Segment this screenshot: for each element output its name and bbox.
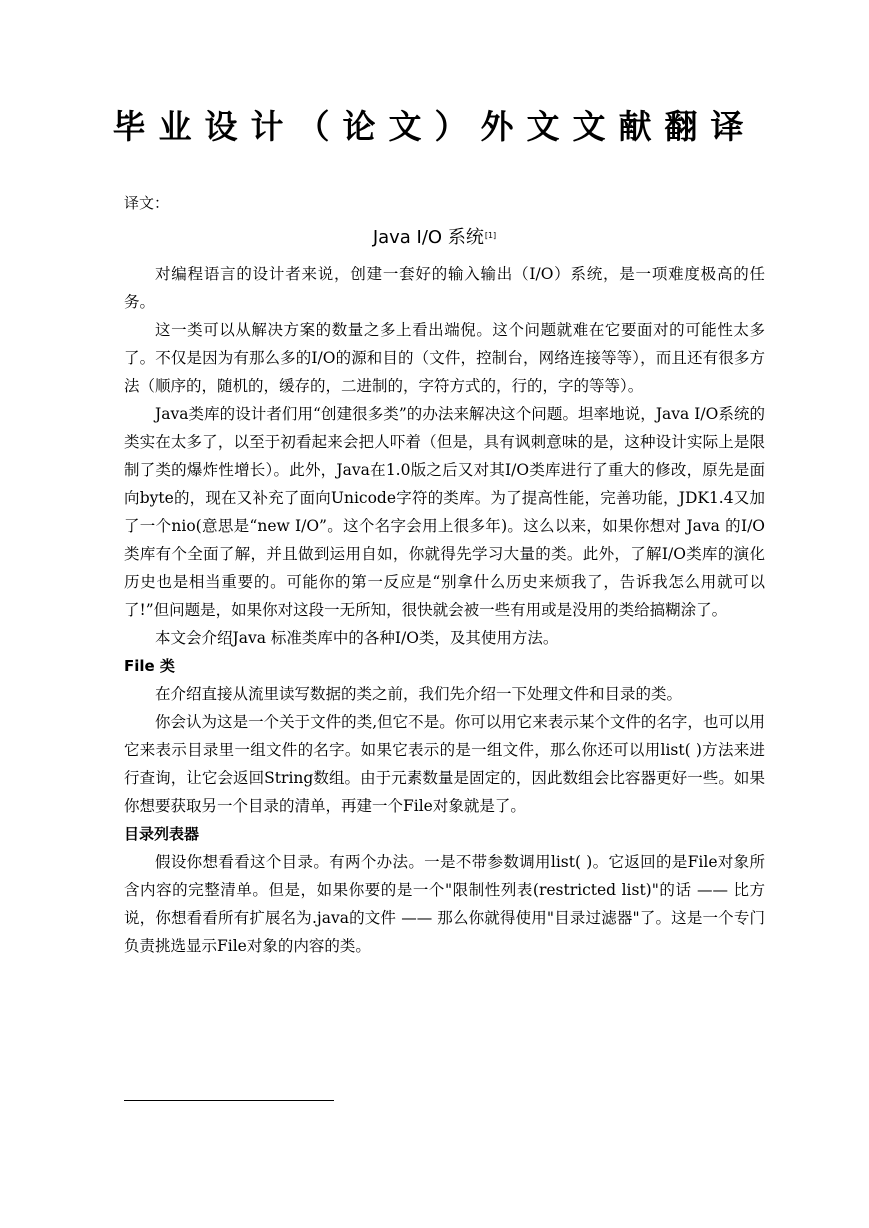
article-title	[0, 225, 869, 251]
section-heading-directory-lister: 目录列表器	[124, 825, 200, 843]
document-title: 毕业设计（论文）外文文献翻译	[112, 107, 757, 146]
footnote-divider	[124, 1100, 334, 1101]
article-body	[124, 260, 765, 960]
paragraph: 这一类可以从解决方案的数量之多上看出端倪。这个问题就难在它要面对的可能性太多了。不仅是因为有那么多的I/O的源和目的（文件，控制台，网络连接等等），而且还有很多方法（顺序的，随机的，缓存的，二进制的，字符方式的，行的，字的等等）。	[124, 321, 765, 395]
paragraph: 你会认为这是一个关于文件的类,但它不是。你可以用它来表示某个文件的名字，也可以用它来表示目录里一组文件的名字。如果它表示的是一组文件，那么你还可以用list( )方法来进行查询，让它会返回String数组。由于元素数量是固定的，因此数组会比容器更好一些。如果你想要获取另一个目录的清单，再建一个File对象就是了。	[124, 713, 765, 815]
article-title-text: Java I/O 系统	[372, 227, 484, 248]
section-heading-file: File 类	[124, 657, 175, 675]
paragraph: 假设你想看看这个目录。有两个办法。一是不带参数调用list( )。它返回的是File对象所含内容的完整清单。但是，如果你要的是一个"限制性列表(restricted list)"的话 —— 比方说，你想看看所有扩展名为.java的文件 —— 那么你就得使用"目录过滤器"了。这是一个专门负责挑选显示File对象的内容的类。	[124, 853, 765, 955]
paragraph: Java类库的设计者们用“创建很多类”的办法来解决这个问题。坦率地说，Java I/O系统的类实在太多了，以至于初看起来会把人吓着（但是，具有讽刺意味的是，这种设计实际上是限制了类的爆炸性增长）。此外，Java在1.0版之后又对其I/O类库进行了重大的修改，原先是面向byte的，现在又补充了面向Unicode字符的类库。为了提高性能，完善功能，JDK1.4又加了一个nio(意思是“new I/O”。这个名字会用上很多年)。这么以来，如果你想对 Java 的I/O类库有个全面了解，并且做到运用自如，你就得先学习大量的类。此外，了解I/O类库的演化历史也是相当重要的。可能你的第一反应是“别拿什么历史来烦我了，告诉我怎么用就可以了!”但问题是，如果你对这段一无所知，很快就会被一些有用或是没用的类给搞糊涂了。	[124, 405, 765, 619]
paragraph: 在介绍直接从流里读写数据的类之前，我们先介绍一下处理文件和目录的类。	[155, 685, 683, 703]
paragraph: 对编程语言的设计者来说，创建一套好的输入输出（I/O）系统，是一项难度极高的任务。	[124, 265, 765, 311]
title-reference-marker: [1]	[484, 231, 497, 240]
translation-label: 译文：	[124, 194, 170, 212]
paragraph: 本文会介绍Java 标准类库中的各种I/O类，及其使用方法。	[155, 629, 559, 647]
